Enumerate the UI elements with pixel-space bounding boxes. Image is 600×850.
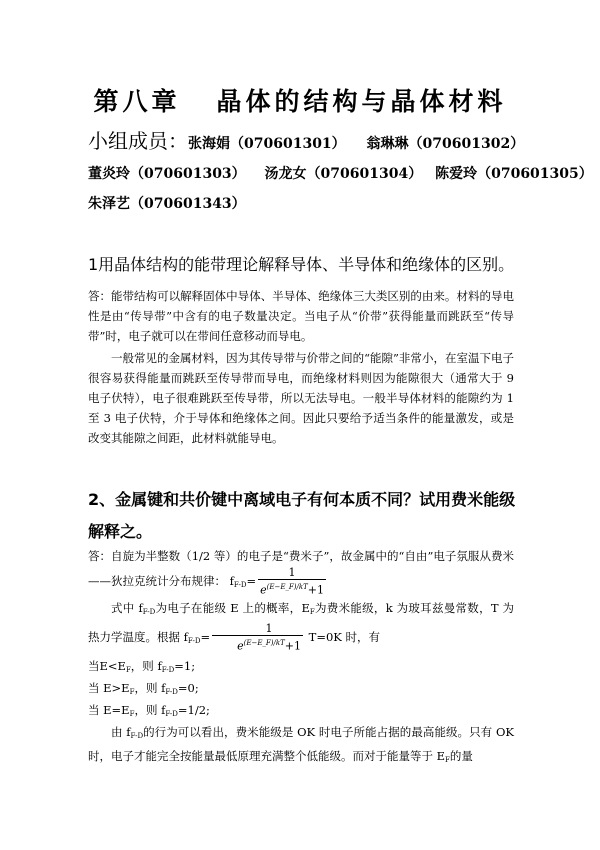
- chapter-number: 第八章: [93, 87, 181, 116]
- chapter-title: [0, 82, 600, 118]
- condition-3: 当 $E=E_F$，则 $f_{F-D}=1/2$;: [88, 703, 210, 718]
- answer-2-paragraph-3: 由 $f_{F-D}$的行为可以看出，费米能级是 OK 时电子所能占据的最高能级。只有 OK 时，电子才能完全按能量最低原理充满整个低能级。而对于能量等于 $E_F$的量: [88, 725, 514, 764]
- member: 翁琳琳（070601302）: [366, 136, 525, 152]
- condition-1: 当$E<E_F$，则 $f_{F-D}=1$;: [88, 659, 196, 674]
- answer-1-paragraph-2: 一般常见的金属材料，因为其传导带与价带之间的“能隙”非常小，在室温下电子很容易获得能量而跳跃至传导带而导电，而绝缘材料则因为能隙很大（通常大于 9 电子伏特），电子很难跳跃至传导带，所以无法导电。一般半导体材料的能隙约为 1 至 3 电子伏特，介于导体和绝缘体之间。因此只要给予适当条件的能量激发，或是改变其能隙之间距，此材料就能导电。: [88, 351, 514, 445]
- member: 董炎玲（070601303）: [88, 166, 246, 182]
- members-label: 小组成员：: [88, 129, 188, 153]
- member: 汤龙女（070601304）: [264, 166, 423, 182]
- fermi-dirac-formula-inline: $\frac{1}{e^{(E-E\_F)/kT}+1}$: [212, 622, 303, 654]
- question-2: 2、金属键和共价键中离域电子有何本质不同？试用费米能级解释之。: [88, 490, 516, 541]
- answer-2-paragraph-1: [88, 546, 514, 598]
- fermi-dirac-formula: $f_{F-D}=$ $\frac{1}{e^{(E-E\_F)/kT}+1}$: [229, 566, 325, 597]
- answer-2-paragraph-2: 式中 $f_{F-D}$为电子在能级 E 上的概率，$E_F$为费米能级，k 为玻耳兹曼常数，T 为热力学温度。根据 $f_{F-D}=$ $\frac{1}{e^{(E-E\_F)/kT}+1}$ T=0K 时，有: [88, 601, 514, 653]
- member: 朱泽艺（070601343）: [88, 196, 246, 212]
- answer-2-intro: 答：自旋为半整数（1/2 等）的电子是“费米子”，故金属中的“自由”电子氛服从费米——狄拉克统计分布规律：: [88, 549, 514, 588]
- member: 陈爱玲（070601305）: [435, 166, 593, 182]
- member: 张海娟（070601301）: [188, 136, 346, 152]
- question-1: 1用晶体结构的能带理论解释导体、半导体和绝缘体的区别。: [88, 255, 515, 274]
- answer-1-paragraph-1: 答：能带结构可以解释固体中导体、半导体、绝缘体三大类区别的由来。材料的导电性是由“传导带”中含有的电子数量决定。当电子从“价带”获得能量而跳跃至“传导带”时，电子就可以在带间任意移动而导电。: [88, 289, 514, 343]
- condition-2: 当 $E>E_F$，则 $f_{F-D}=0$;: [88, 681, 199, 696]
- group-members: [88, 126, 593, 219]
- chapter-name: 晶体的结构与晶体材料: [216, 87, 507, 116]
